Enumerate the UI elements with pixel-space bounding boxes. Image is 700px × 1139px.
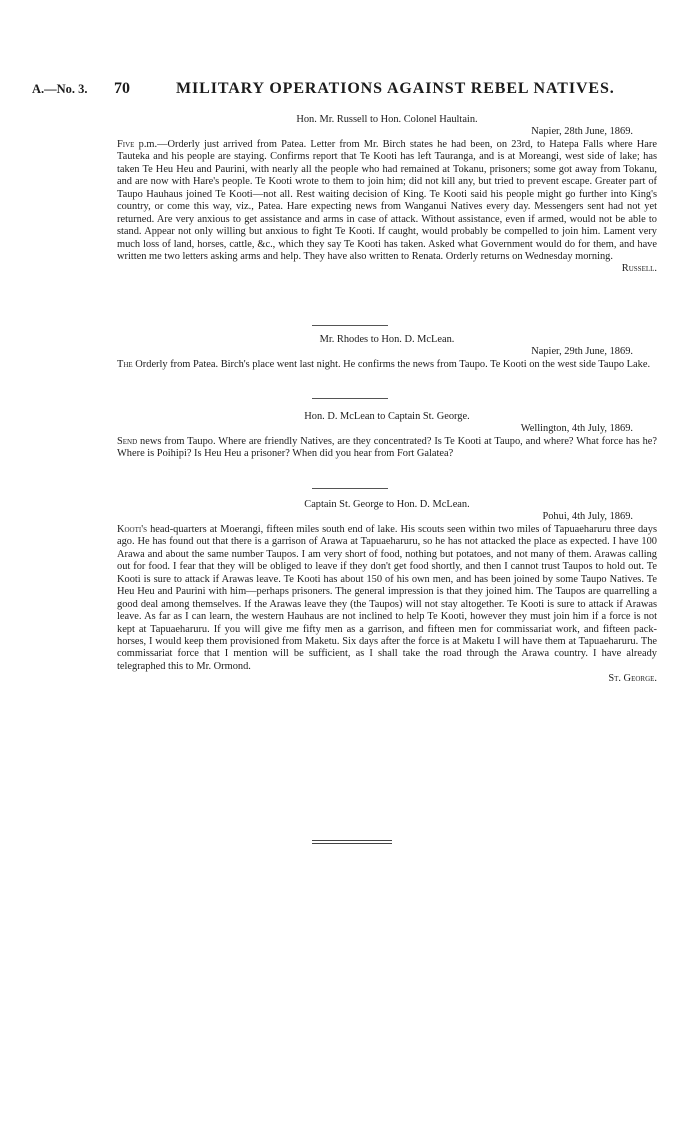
letter-text: Orderly from Patea. Birch's place went last night. He confirms the news from Taupo. Te Kooti on the west side Taupo Lake. [132, 358, 651, 370]
letter-signature: Russell. [621, 263, 657, 275]
end-rule-top [312, 840, 392, 841]
letter-rhodes-to-mclean [117, 334, 657, 371]
paper-reference: A.—No. 3. [32, 82, 88, 96]
letter-location-date: Wellington, 4th July, 1869. [520, 423, 633, 435]
letter-heading: Hon. Mr. Russell to Hon. Colonel Haultain. [296, 114, 478, 125]
section-divider [312, 488, 388, 489]
letter-signature: St. George. [608, 673, 657, 685]
letter-russell-to-haultain [117, 114, 657, 276]
end-rule-bottom [312, 843, 392, 844]
letter-opening: Five [117, 138, 135, 150]
letter-text: head-quarters at Moerangi, fifteen miles south end of lake. His scouts seen within two miles of Tapuaeharuru three days ago. He has found out that there is a garrison of Arawa at Tapuaeharuru, so he has not attacked the place as expected. I have 100 Arawa and about the same number Taupos. I am very short of food, nothing but potatoes, and not many of them. Arawas calling out for food. I fear that they will be obliged to leave if they don't get food shortly, and then I cannot trust Taupos to hold out. Te Kooti is sure to attack if Arawas leave. Te Kooti has about 150 of his own men, and has been joined by some Taupo Natives. Te Heu Heu and Paurini with him—perhaps prisoners. The general impression is that they joined him. The Taupos are quarrelling a good deal among themselves. If the Arawas leave they (the Taupos) will not stay altogether. Te Kooti is sure to attack if Arawas leave. As far as I can learn, the western Hauhaus are not inclined to help Te Kooti, however they must join him if a force is not kept at Tapuaeharuru. If you will give me fifty men as a garrison, and fifteen men for commissariat work, and fifteen pack-horses, I would keep them provisioned from Maketu. Six days after the force is at Maketu I will have them at Tapuaeharuru. The commissariat force that I mention will be sufficient, as I shall take the road through the Arawa country. I have already telegraphed this to Mr. Ormond. [117, 523, 657, 672]
letter-location-date: Napier, 29th June, 1869. [531, 346, 633, 358]
letter-text: news from Taupo. Where are friendly Natives, are they concentrated? Is Te Kooti at Taupo, and where? What force has he? Where is Poihipi? Is Heu Heu a prisoner? When did you hear from Fort Galatea? [117, 435, 657, 460]
letter-opening: The [117, 358, 133, 370]
letter-location-date: Pohui, 4th July, 1869. [542, 511, 633, 523]
letter-body [117, 359, 657, 371]
letter-body [117, 436, 657, 461]
letter-body [117, 139, 657, 264]
section-divider [312, 325, 388, 326]
letter-heading: Hon. D. McLean to Captain St. George. [304, 411, 470, 422]
page-title: MILITARY OPERATIONS AGAINST REBEL NATIVES. [176, 80, 615, 97]
page-number: 70 [114, 80, 130, 97]
page-header [0, 80, 700, 104]
letter-mclean-to-st-george [117, 411, 657, 461]
section-divider [312, 398, 388, 399]
letter-opening: Kooti's [117, 523, 147, 535]
letter-heading: Captain St. George to Hon. D. McLean. [304, 499, 470, 510]
letter-opening: Send [117, 435, 138, 447]
letter-st-george-to-mclean [117, 499, 657, 686]
letter-heading: Mr. Rhodes to Hon. D. McLean. [319, 334, 455, 345]
letter-location-date: Napier, 28th June, 1869. [531, 126, 633, 138]
letter-text: p.m.—Orderly just arrived from Patea. Letter from Mr. Birch states he had been, on 23rd, to Hatepa Falls where Hare Tauteka and his people are staying. Confirms report that Te Kooti has left Tauranga, and is at Moreangi, west side of lake; has taken Te Heu Heu and Paurini, with nearly all the people who had remained at Tokanu, prisoners; some got away from Tokanu, and are now with Hare's people. Te Kooti wrote to them to join him; did not kill any, but tried to prevent escape. Greater part of Taupo Hauhaus joined Te Kooti—not all. Rest waiting decision of King. Te Kooti said his people might go further into King's country, or come this way, viz., Patea. Hare expecting news from Wanganui Natives every day. Messengers sent had not yet returned. Are very anxious to get assistance and arms in case of attack. Without assistance, even if armed, would not be able to stand. Appear not only willing but anxious to fight Te Kooti. If caught, would probably be compelled to join him. Lament very much loss of land, horses, cattle, &c., which they say Te Kooti has taken. Asked what Government would do for them, and have written me two letters asking arms and help. They have also written to Renata. Orderly returns on Wednesday morning. [117, 138, 657, 262]
letter-body [117, 524, 657, 673]
